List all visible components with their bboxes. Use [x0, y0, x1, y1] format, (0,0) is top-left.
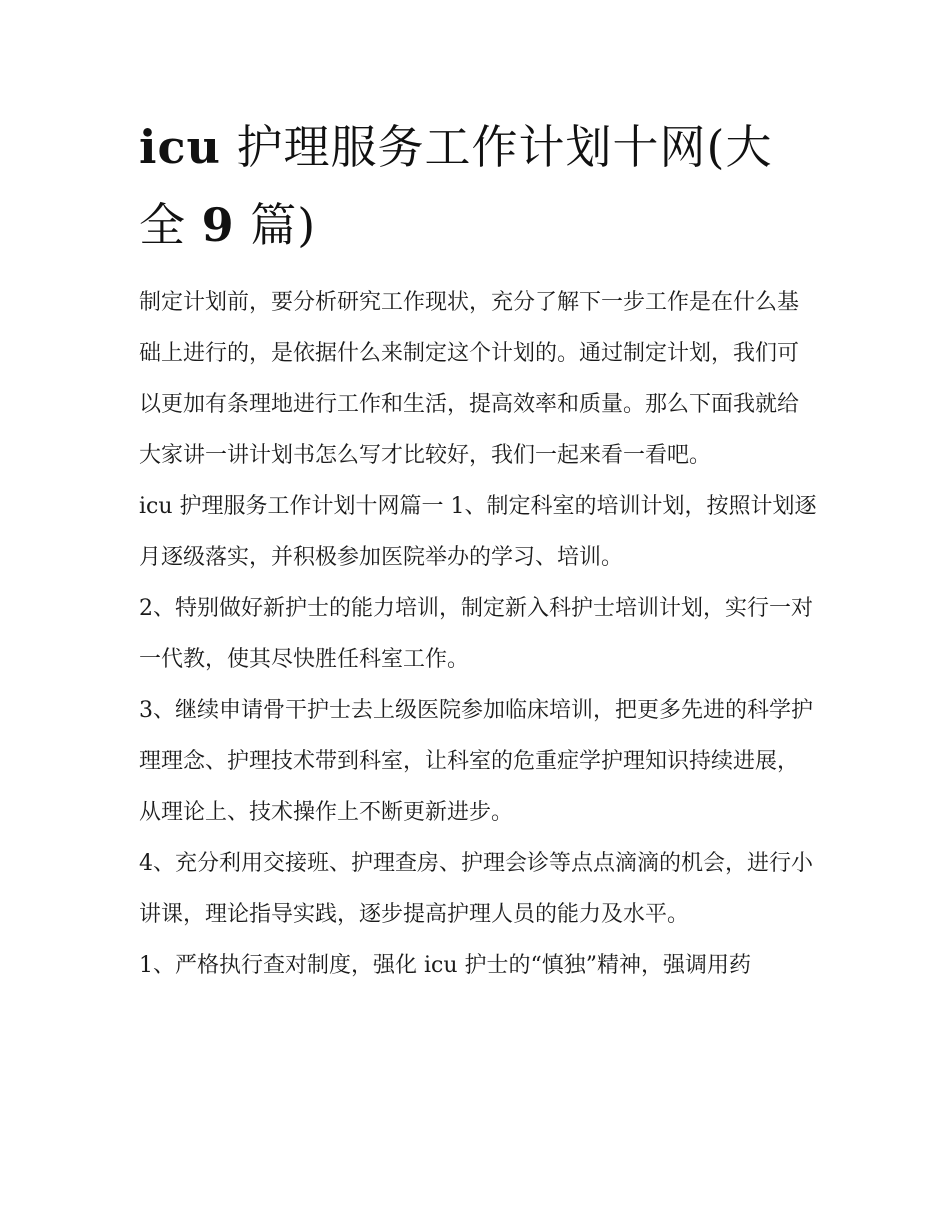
- title-text-line1: 护理服务工作计划十网(大: [220, 120, 773, 174]
- title-latin-prefix: icu: [139, 120, 221, 174]
- title-count-number: 9: [201, 198, 235, 252]
- document-body: [139, 277, 819, 991]
- paragraph-item-2: 2、特别做好新护士的能力培训，制定新入科护士培训计划，实行一对一代教，使其尽快胜任科室工作。: [139, 596, 813, 672]
- paragraph-item-4: 4、充分利用交接班、护理查房、护理会诊等点点滴滴的机会，进行小讲课，理论指导实践，逐步提高护理人员的能力及水平。: [139, 851, 813, 927]
- paragraph-intro: 制定计划前，要分析研究工作现状，充分了解下一步工作是在什么基础上进行的，是依据什么来制定这个计划的。通过制定计划，我们可以更加有条理地进行工作和生活，提高效率和质量。那么下面我就给大家讲一讲计划书怎么写才比较好，我们一起来看一看吧。: [139, 290, 800, 468]
- title-text-line2-start: 全: [139, 198, 202, 252]
- document-title: [139, 108, 829, 264]
- title-text-line2-end: 篇): [234, 198, 317, 252]
- paragraph-plan-1: icu 护理服务工作计划十网篇一 1、制定科室的培训计划，按照计划逐月逐级落实，并积极参加医院举办的学习、培训。: [139, 494, 817, 570]
- paragraph-safety-1: 1、严格执行查对制度，强化 icu 护士的“慎独”精神，强调用药: [139, 953, 752, 978]
- paragraph-item-3: 3、继续申请骨干护士去上级医院参加临床培训，把更多先进的科学护理理念、护理技术带到科室，让科室的危重症学护理知识持续进展，从理论上、技术操作上不断更新进步。: [139, 698, 813, 825]
